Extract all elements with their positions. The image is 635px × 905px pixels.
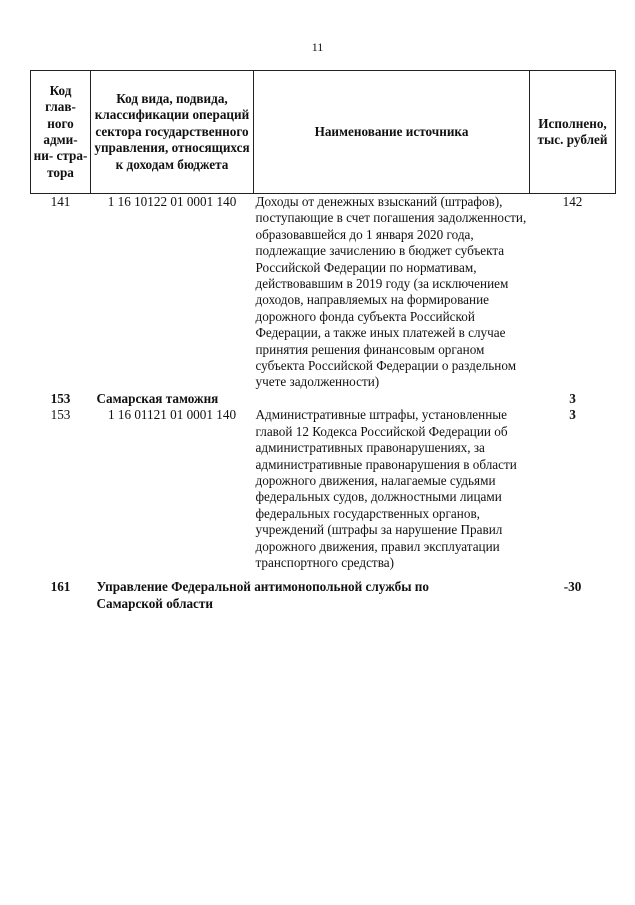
header-source-name: Наименование источника xyxy=(254,71,530,194)
group-title: Управление Федеральной антимонопольной службы по Самарской области xyxy=(96,579,429,611)
header-classification-code: Код вида, подвида, классификации операций сектора государственного управления, относящихся к доходам бюджета xyxy=(91,71,254,194)
revenue-table xyxy=(30,70,616,612)
group-row-153 xyxy=(31,391,616,407)
admin-code-cell: 153 xyxy=(50,407,71,423)
group-title: Самарская таможня xyxy=(96,390,219,406)
admin-code-cell: 141 xyxy=(50,194,71,209)
table-header-row xyxy=(31,71,616,194)
header-executed: Исполнено, тыс. рублей xyxy=(530,71,616,194)
table-row xyxy=(31,407,616,571)
amount-cell: 142 xyxy=(562,194,583,209)
classification-code-cell: 1 16 10122 01 0001 140 xyxy=(107,194,237,209)
group-admin-code: 153 xyxy=(50,390,71,406)
classification-code-cell: 1 16 01121 01 0001 140 xyxy=(107,407,237,423)
group-amount: -30 xyxy=(563,579,582,595)
page-number: 11 xyxy=(311,40,324,54)
group-row-161 xyxy=(31,571,616,612)
header-admin-code: Код глав- ного адми- ни- стра- тора xyxy=(31,71,91,194)
group-admin-code: 161 xyxy=(50,579,71,595)
table-row xyxy=(31,194,616,391)
source-name-cell: Административные штрафы, установленные главой 12 Кодекса Российской Федерации об административных правонарушениях, за административные правонарушения в области дорожного движения, налагаемые судьями федеральных судов, должностными лицами федеральных государственных органов, учреждений (штрафы за нарушение Правил дорожного движения, правил эксплуатации транспортного средства) xyxy=(255,407,517,570)
source-name-cell: Доходы от денежных взысканий (штрафов), поступающие в счет погашения задолженности, образовавшейся до 1 января 2020 года, подлежащие зачислению в бюджет субъекта Российской Федерации по нормативам, действовавшим в 2019 году (за исключением доходов, направляемых на формирование дорожного фонда субъекта Российской Федерации, а также иных платежей в случае принятия решения финансовым органом субъекта Российской Федерации о раздельном учете задолженности) xyxy=(255,194,527,390)
amount-cell: 3 xyxy=(569,407,576,423)
group-amount: 3 xyxy=(569,390,576,406)
